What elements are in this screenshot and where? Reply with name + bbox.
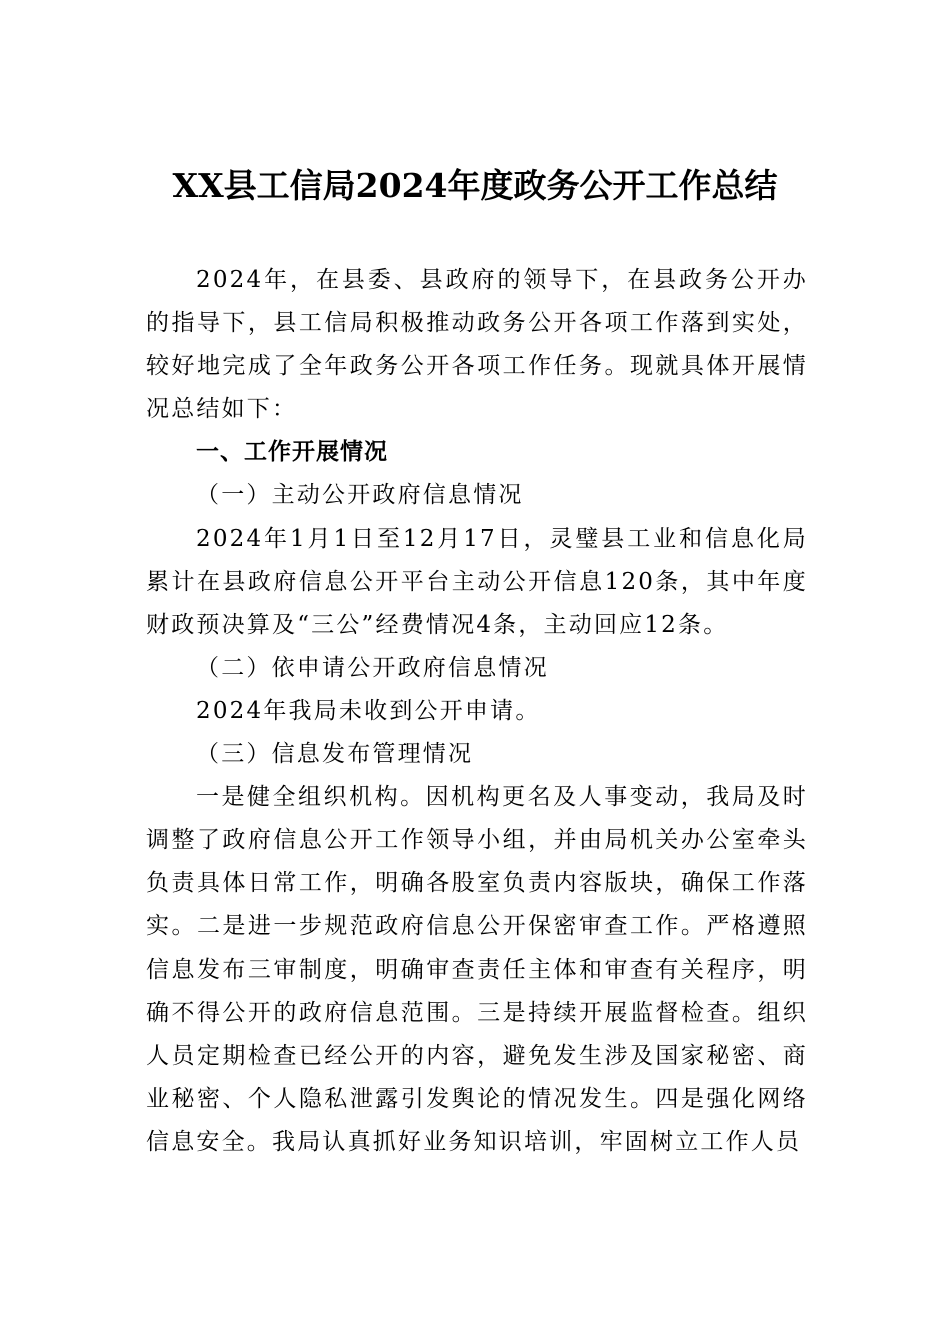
paragraph-release-management: 一是健全组织机构。因机构更名及人事变动，我局及时调整了政府信息公开工作领导小组，并由局机关办公室牵头负责具体日常工作，明确各股室负责内容版块，确保工作落实。二是进一步规范政府信息公开保密审查工作。严格遵照信息发布三审制度，明确审查责任主体和审查有关程序，明确不得公开的政府信息范围。三是持续开展监督检查。组织人员定期检查已经公开的内容，避免发生涉及国家秘密、商业秘密、个人隐私泄露引发舆论的情况发生。四是强化网络信息安全。我局认真抓好业务知识培训，牢固树立工作人员 (146, 784, 808, 1155)
subheading-application-disclosure: （二）依申请公开政府信息情况 (196, 654, 549, 681)
paragraph-proactive-disclosure: 2024年1月1日至12月17日，灵璧县工业和信息化局累计在县政府信息公开平台主动公开信息120条，其中年度财政预决算及“三公”经费情况4条，主动回应12条。 (146, 525, 808, 638)
section-heading-work-status: 一、工作开展情况 (196, 439, 388, 466)
subheading-proactive-disclosure: （一）主动公开政府信息情况 (196, 482, 524, 509)
document-title: XX县工信局2024年度政务公开工作总结 (172, 166, 778, 205)
intro-paragraph: 2024年，在县委、县政府的领导下，在县政务公开办的指导下，县工信局积极推动政务公开各项工作落到实处，较好地完成了全年政务公开各项工作任务。现就具体开展情况总结如下： (146, 267, 808, 423)
paragraph-application-disclosure: 2024年我局未收到公开申请。 (196, 697, 541, 724)
document-body (146, 259, 808, 1164)
subheading-release-management: （三）信息发布管理情况 (196, 741, 474, 768)
